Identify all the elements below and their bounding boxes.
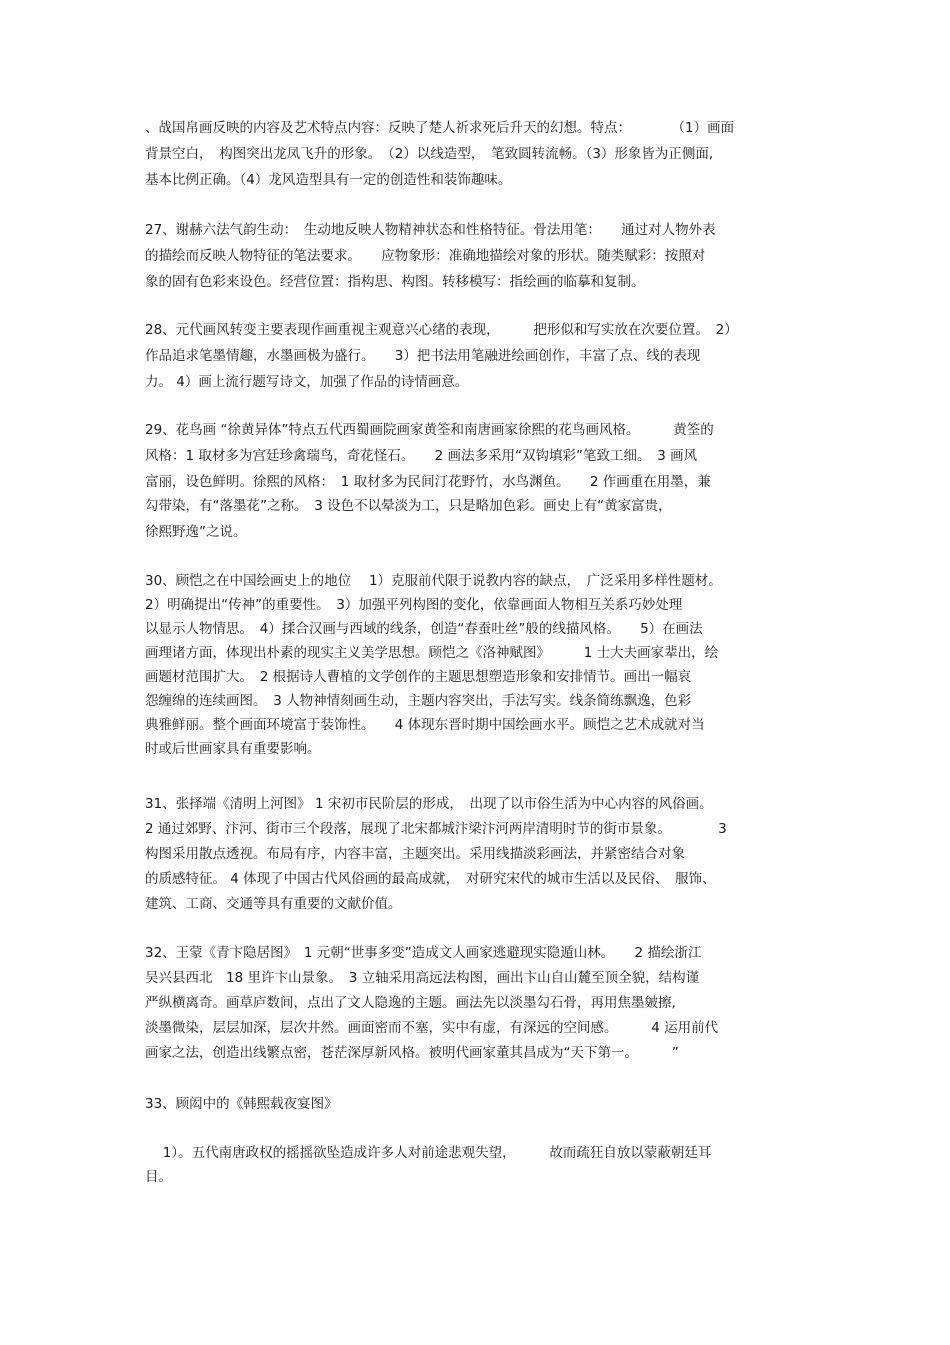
text-line: 背景空白， 构图突出龙凤飞升的形象。 （2）以线造型， 笔致圆转流畅。（3）形象皆为正侧面, bbox=[145, 146, 714, 162]
text-line: 画题材范围扩大。 2 根据诗人曹植的文学创作的主题思想塑造形象和安排情节。画出一幅哀 bbox=[145, 669, 692, 685]
text-line: 目。 bbox=[145, 1169, 172, 1185]
text-line: 画家之法，创造出线繁点密，苍茫深厚新风格。被明代画家董其昌成为“天下第一。 ” bbox=[145, 1045, 679, 1061]
text-line: 32、王蒙《青卞隐居图》 1 元朝“世事多变”造成文人画家逃避现实隐遁山林。 2 描绘浙江 bbox=[145, 945, 702, 961]
text-line: 严纵横离奇。画草庐数间，点出了文人隐逸的主题。画法先以淡墨勾石骨，再用焦墨皴擦, bbox=[145, 995, 676, 1011]
text-line: 怨缠绵的连续画图。 3 人物神情刻画生动，主题内容突出，手法写实。线条简练飘逸，色彩 bbox=[145, 693, 692, 709]
text-line: 28、元代画风转变主要表现作画重视主观意兴心绪的表现， 把形似和写实放在次要位置。 2） bbox=[145, 322, 738, 338]
text-line: 典雅鲜丽。整个画面环境富于装饰性。 4 体现东晋时期中国绘画水平。顾恺之艺术成就对当 bbox=[145, 717, 705, 733]
text-line: 的质感特征。 4 体现了中国古代风俗画的最高成就， 对研究宋代的城市生活以及民俗、 服饰、 bbox=[145, 871, 716, 887]
text-line: 的描绘而反映人物特征的笔法要求。 应物象形：准确地描绘对象的形状。随类赋彩：按照对 bbox=[145, 248, 706, 264]
text-line: 27、谢赫六法气韵生动： 生动地反映人物精神状态和性格特征。骨法用笔： 通过对人物外表 bbox=[145, 222, 716, 238]
text-line: 吴兴县西北 18 里许卞山景象。 3 立轴采用高远法构图，画出卞山自山麓至顶全貌，结构谨 bbox=[145, 970, 700, 986]
text-line: 力。 4）画上流行题写诗文，加强了作品的诗情画意。 bbox=[145, 374, 469, 390]
text-line: 构图采用散点透视。布局有序，内容丰富，主题突出。采用线描淡彩画法，并紧密结合对象 bbox=[145, 846, 685, 862]
text-line: 富丽，设色鲜明。徐熙的风格： 1 取材多为民间汀花野竹，水鸟渊鱼。 2 作画重在用墨，兼 bbox=[145, 474, 711, 490]
text-line: 徐熙野逸”之说。 bbox=[145, 524, 247, 540]
text-line: 基本比例正确。（4）龙风造型具有一定的创造性和装饰趣味。 bbox=[145, 172, 512, 188]
text-line: 建筑、工商、交通等具有重要的文献价值。 bbox=[145, 896, 402, 912]
text-line: 勾带染，有“落墨花”之称。 3 设色不以晕淡为工，只是略加色彩。画史上有“黄家富贵， bbox=[145, 498, 672, 514]
text-line: 29、花鸟画 “徐黄异体”特点五代西蜀画院画家黄筌和南唐画家徐熙的花鸟画风格。 黄筌的 bbox=[145, 422, 714, 438]
text-line: 33、顾闳中的《韩熙载夜宴图》 bbox=[145, 1096, 338, 1112]
text-line: 以显示人物情思。 4）揉合汉画与西域的线条，创造“春蚕吐丝”般的线描风格。 5）在画法 bbox=[145, 621, 703, 637]
text-line: 画理诸方面，体现出朴素的现实主义美学思想。顾恺之《洛神赋图》 1 士大夫画家辈出，绘 bbox=[145, 645, 719, 661]
text-line: 时或后世画家具有重要影响。 bbox=[145, 741, 321, 757]
text-line: 淡墨微染，层层加深，层次井然。画面密而不塞，实中有虚，有深远的空间感。 4 运用前代 bbox=[145, 1020, 719, 1036]
text-line: 、战国帛画反映的内容及艺术特点内容：反映了楚人祈求死后升天的幻想。特点： （1）画面 bbox=[145, 120, 735, 136]
text-line: 31、张择端《清明上河图》 1 宋初市民阶层的形成， 出现了以市俗生活为中心内容的风俗画。 bbox=[145, 796, 713, 812]
text-line: 风格：1 取材多为宫廷珍禽瑞鸟，奇花怪石。 2 画法多采用“双钩填彩”笔致工细。 3 画风 bbox=[145, 448, 698, 464]
text-line: 1）。五代南唐政权的摇摇欲坠造成许多人对前途悲观失望， 故而疏狂自放以蒙蔽朝廷耳 bbox=[145, 1145, 712, 1161]
text-line: 2）明确提出“传神”的重要性。 3）加强平列构图的变化，依靠画面人物相互关系巧妙处理 bbox=[145, 597, 683, 613]
text-line: 30、顾恺之在中国绘画史上的地位 1）克服前代限于说教内容的缺点， 广泛采用多样性题材。 bbox=[145, 573, 722, 589]
text-line: 2 通过郊野、汴河、街市三个段落，展现了北宋都城汴梁汴河两岸清明时节的街市景象。 3 bbox=[145, 821, 727, 837]
text-line: 作品追求笔墨情趣，水墨画极为盛行。 3）把书法用笔融进绘画创作，丰富了点、线的表现 bbox=[145, 348, 701, 364]
text-line: 象的固有色彩来设色。经营位置：指构思、构图。转移模写：指绘画的临摹和复制。 bbox=[145, 274, 645, 290]
